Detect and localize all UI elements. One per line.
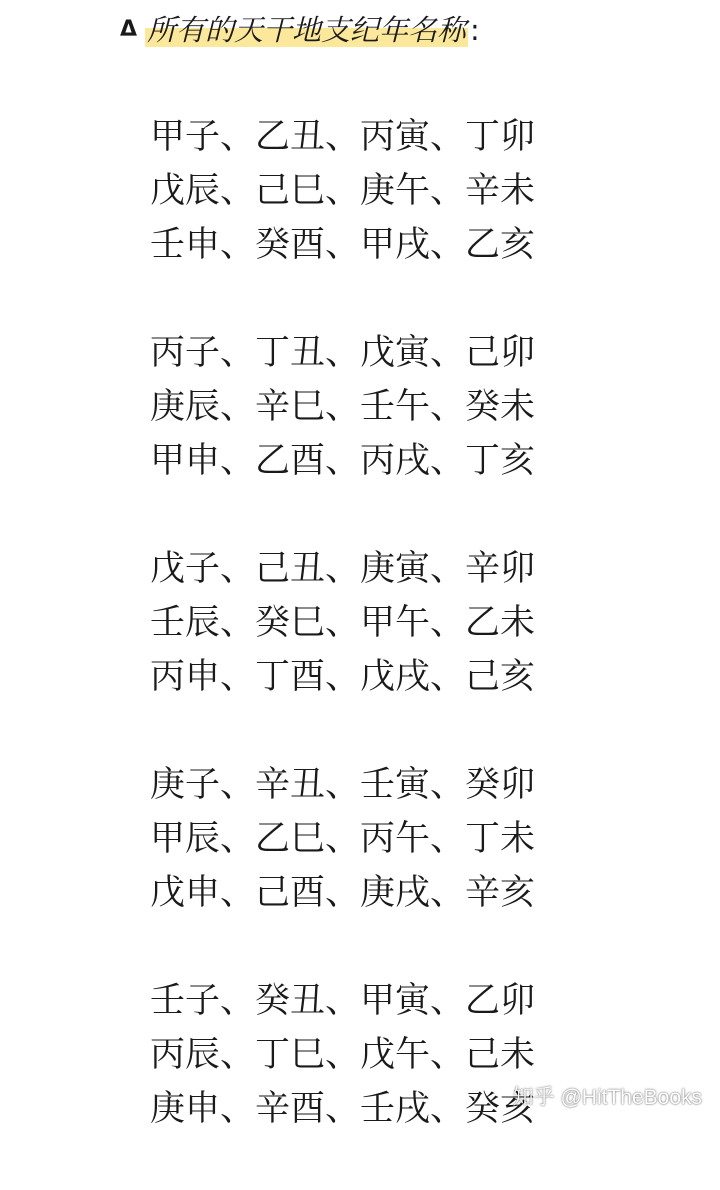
ganzhi-row: 壬申、癸酉、甲戌、乙亥	[150, 225, 536, 265]
triangle-marker-icon: Δ	[120, 17, 138, 42]
ganzhi-row: 庚子、辛丑、壬寅、癸卯	[150, 765, 536, 805]
ganzhi-list	[150, 110, 535, 1190]
ganzhi-row: 庚辰、辛巳、壬午、癸未	[150, 387, 536, 427]
ganzhi-row: 壬子、癸丑、甲寅、乙卯	[150, 981, 536, 1021]
ganzhi-row: 壬辰、癸巳、甲午、乙未	[150, 603, 536, 643]
ganzhi-row: 甲申、乙酉、丙戌、丁亥	[150, 441, 536, 481]
ganzhi-group-2	[150, 326, 535, 488]
ganzhi-row: 庚申、辛酉、壬戌、癸亥	[150, 1089, 536, 1129]
heading-title: 所有的天干地支纪年名称	[145, 10, 468, 50]
ganzhi-row: 丙子、丁丑、戊寅、己卯	[150, 333, 536, 373]
heading-colon: :	[470, 13, 480, 47]
ganzhi-group-1	[150, 110, 535, 272]
ganzhi-group-5	[150, 974, 535, 1136]
zhihu-watermark: 知乎 @HitTheBooks	[512, 1086, 702, 1109]
ganzhi-group-3	[150, 542, 535, 704]
section-heading	[120, 10, 480, 50]
ganzhi-row: 丙辰、丁巳、戊午、己未	[150, 1035, 536, 1075]
ganzhi-group-4	[150, 758, 535, 920]
ganzhi-row: 戊子、己丑、庚寅、辛卯	[150, 549, 536, 589]
ganzhi-row: 戊辰、己巳、庚午、辛未	[150, 171, 536, 211]
ganzhi-row: 甲子、乙丑、丙寅、丁卯	[150, 117, 536, 157]
ganzhi-row: 戊申、己酉、庚戌、辛亥	[150, 873, 536, 913]
ganzhi-row: 丙申、丁酉、戊戌、己亥	[150, 657, 536, 697]
ganzhi-row: 甲辰、乙巳、丙午、丁未	[150, 819, 536, 859]
